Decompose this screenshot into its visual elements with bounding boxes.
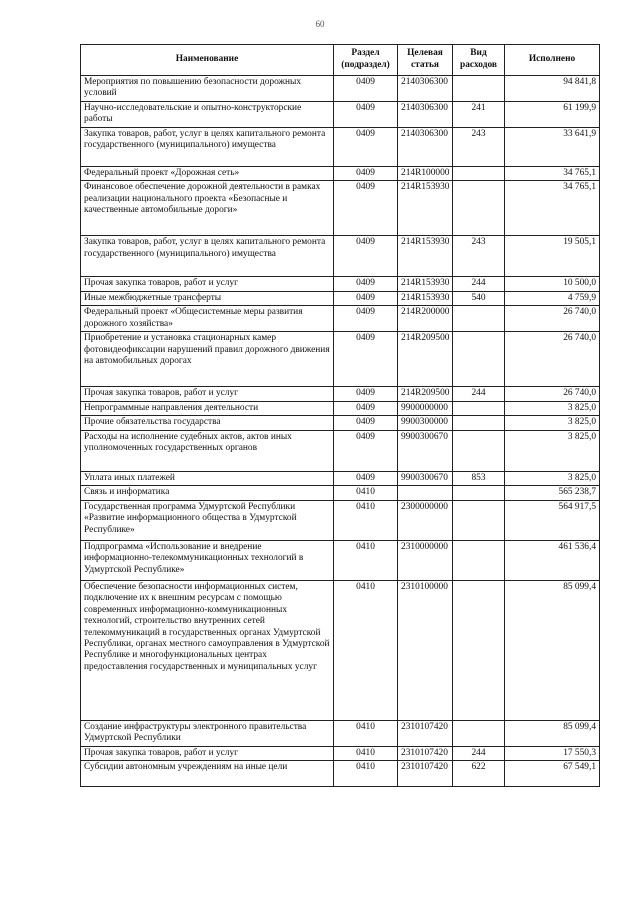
row-name: Федеральный проект «Общесистемные меры развития дорожного хозяйства»	[81, 306, 334, 332]
row-article: 214R153930	[398, 236, 453, 277]
row-amount: 85 099,4	[505, 580, 600, 720]
row-name: Расходы на исполнение судебных актов, актов иных уполномоченных государственных органов	[81, 430, 334, 471]
row-section: 0409	[334, 430, 398, 471]
row-section: 0409	[334, 181, 398, 236]
header-section: Раздел (подраздел)	[334, 45, 398, 76]
row-cost-type	[453, 430, 505, 471]
row-cost-type: 243	[453, 236, 505, 277]
row-amount: 3 825,0	[505, 471, 600, 485]
row-name: Мероприятия по повышению безопасности дорожных условий	[81, 76, 334, 102]
table-row	[81, 166, 600, 180]
row-section: 0409	[334, 166, 398, 180]
row-section: 0409	[334, 127, 398, 166]
row-article: 2140306300	[398, 76, 453, 102]
row-amount: 19 505,1	[505, 236, 600, 277]
row-section: 0410	[334, 486, 398, 500]
row-cost-type: 244	[453, 387, 505, 401]
table-row	[81, 387, 600, 401]
row-amount: 565 238,7	[505, 486, 600, 500]
row-article: 214R100000	[398, 166, 453, 180]
row-cost-type	[453, 332, 505, 387]
table-row	[81, 471, 600, 485]
row-section: 0410	[334, 540, 398, 580]
row-name: Закупка товаров, работ, услуг в целях капитального ремонта государственного (муниципального) имущества	[81, 127, 334, 166]
table-row	[81, 761, 600, 787]
row-amount: 10 500,0	[505, 277, 600, 291]
row-section: 0409	[334, 101, 398, 127]
row-name: Закупка товаров, работ, услуг в целях капитального ремонта государственного (муниципального) имущества	[81, 236, 334, 277]
table-row	[81, 401, 600, 415]
budget-table	[80, 44, 600, 787]
table-row	[81, 486, 600, 500]
row-section: 0409	[334, 76, 398, 102]
row-name: Финансовое обеспечение дорожной деятельности в рамках реализации национального проекта «Безопасные и качественные автомобильные дороги»	[81, 181, 334, 236]
row-amount: 61 199,9	[505, 101, 600, 127]
row-section: 0410	[334, 746, 398, 760]
table-row	[81, 76, 600, 102]
row-name: Государственная программа Удмуртской Республики «Развитие информационного общества в Удмуртской Республике»	[81, 500, 334, 540]
row-section: 0409	[334, 236, 398, 277]
row-cost-type: 853	[453, 471, 505, 485]
row-amount: 34 765,1	[505, 181, 600, 236]
row-name: Непрограммные направления деятельности	[81, 401, 334, 415]
row-cost-type: 241	[453, 101, 505, 127]
row-section: 0409	[334, 306, 398, 332]
row-name: Уплата иных платежей	[81, 471, 334, 485]
row-amount: 26 740,0	[505, 387, 600, 401]
row-article: 9900300670	[398, 471, 453, 485]
row-name: Связь и информатика	[81, 486, 334, 500]
row-name: Прочая закупка товаров, работ и услуг	[81, 746, 334, 760]
row-article: 2310100000	[398, 580, 453, 720]
header-amount: Исполнено	[505, 45, 600, 76]
row-article: 214R153930	[398, 291, 453, 305]
table-row	[81, 430, 600, 471]
row-cost-type: 244	[453, 746, 505, 760]
row-section: 0410	[334, 580, 398, 720]
row-amount: 26 740,0	[505, 332, 600, 387]
row-section: 0410	[334, 500, 398, 540]
table-row	[81, 540, 600, 580]
row-article: 214R153930	[398, 181, 453, 236]
row-amount: 17 550,3	[505, 746, 600, 760]
table-row	[81, 416, 600, 430]
row-article: 9900300000	[398, 416, 453, 430]
row-article: 214R209500	[398, 387, 453, 401]
page-number: 60	[315, 19, 325, 29]
row-article: 2310107420	[398, 761, 453, 787]
row-section: 0409	[334, 416, 398, 430]
row-article: 214R200000	[398, 306, 453, 332]
row-cost-type: 243	[453, 127, 505, 166]
row-amount: 67 549,1	[505, 761, 600, 787]
row-cost-type	[453, 416, 505, 430]
header-cost-type: Вид расходов	[453, 45, 505, 76]
row-name: Научно-исследовательские и опытно-конструкторские работы	[81, 101, 334, 127]
row-section: 0409	[334, 471, 398, 485]
row-article: 2310000000	[398, 540, 453, 580]
row-name: Прочие обязательства государства	[81, 416, 334, 430]
row-section: 0409	[334, 277, 398, 291]
row-section: 0410	[334, 720, 398, 746]
row-cost-type: 244	[453, 277, 505, 291]
row-article: 2310107420	[398, 720, 453, 746]
table-row	[81, 277, 600, 291]
row-name: Подпрограмма «Использование и внедрение информационно-телекоммуникационных технологий в Удмуртской Республике»	[81, 540, 334, 580]
row-amount: 3 825,0	[505, 401, 600, 415]
row-cost-type	[453, 76, 505, 102]
table-row	[81, 306, 600, 332]
row-amount: 3 825,0	[505, 430, 600, 471]
row-article: 2310107420	[398, 746, 453, 760]
row-cost-type	[453, 720, 505, 746]
row-amount: 564 917,5	[505, 500, 600, 540]
table-row	[81, 500, 600, 540]
row-section: 0409	[334, 387, 398, 401]
row-cost-type	[453, 306, 505, 332]
row-name: Приобретение и установка стационарных камер фотовидеофиксации нарушений правил дорожного движения на автомобильных дорогах	[81, 332, 334, 387]
table-row	[81, 580, 600, 720]
row-article: 214R209500	[398, 332, 453, 387]
row-name: Обеспечение безопасности информационных систем, подключение их к внешним ресурсам с помощью современных информационно-коммуникационных технологий, строительство внутренних сетей телекоммуникаций в государственных органах Удмуртской Республики, органах местного самоуправления в Удмуртской Республике и многофункциональных центрах предоставления государственных и муниципальных услуг	[81, 580, 334, 720]
table-row	[81, 332, 600, 387]
row-amount: 26 740,0	[505, 306, 600, 332]
table-row	[81, 720, 600, 746]
row-name: Прочая закупка товаров, работ и услуг	[81, 387, 334, 401]
row-article: 214R153930	[398, 277, 453, 291]
row-amount: 34 765,1	[505, 166, 600, 180]
table-row	[81, 291, 600, 305]
row-cost-type	[453, 486, 505, 500]
table-row	[81, 746, 600, 760]
header-article: Целевая статья	[398, 45, 453, 76]
table-row	[81, 181, 600, 236]
row-cost-type	[453, 401, 505, 415]
row-amount: 3 825,0	[505, 416, 600, 430]
row-cost-type	[453, 580, 505, 720]
row-cost-type	[453, 166, 505, 180]
table-row	[81, 127, 600, 166]
table-row	[81, 101, 600, 127]
row-cost-type	[453, 500, 505, 540]
row-name: Иные межбюджетные трансферты	[81, 291, 334, 305]
table-row	[81, 236, 600, 277]
row-amount: 85 099,4	[505, 720, 600, 746]
row-article: 2140306300	[398, 127, 453, 166]
row-cost-type: 622	[453, 761, 505, 787]
row-amount: 461 536,4	[505, 540, 600, 580]
row-amount: 33 641,9	[505, 127, 600, 166]
row-amount: 4 759,9	[505, 291, 600, 305]
row-amount: 94 841,8	[505, 76, 600, 102]
row-section: 0409	[334, 332, 398, 387]
row-cost-type	[453, 181, 505, 236]
row-article: 9900300670	[398, 430, 453, 471]
row-cost-type	[453, 540, 505, 580]
table-header-row	[81, 45, 600, 76]
header-name: Наименование	[81, 45, 334, 76]
row-article	[398, 486, 453, 500]
row-cost-type: 540	[453, 291, 505, 305]
row-article: 2300000000	[398, 500, 453, 540]
row-article: 2140306300	[398, 101, 453, 127]
row-section: 0409	[334, 291, 398, 305]
row-article: 9900000000	[398, 401, 453, 415]
row-section: 0409	[334, 401, 398, 415]
row-name: Прочая закупка товаров, работ и услуг	[81, 277, 334, 291]
row-name: Федеральный проект «Дорожная сеть»	[81, 166, 334, 180]
row-name: Создание инфраструктуры электронного правительства Удмуртской Республики	[81, 720, 334, 746]
row-section: 0410	[334, 761, 398, 787]
row-name: Субсидии автономным учреждениям на иные цели	[81, 761, 334, 787]
